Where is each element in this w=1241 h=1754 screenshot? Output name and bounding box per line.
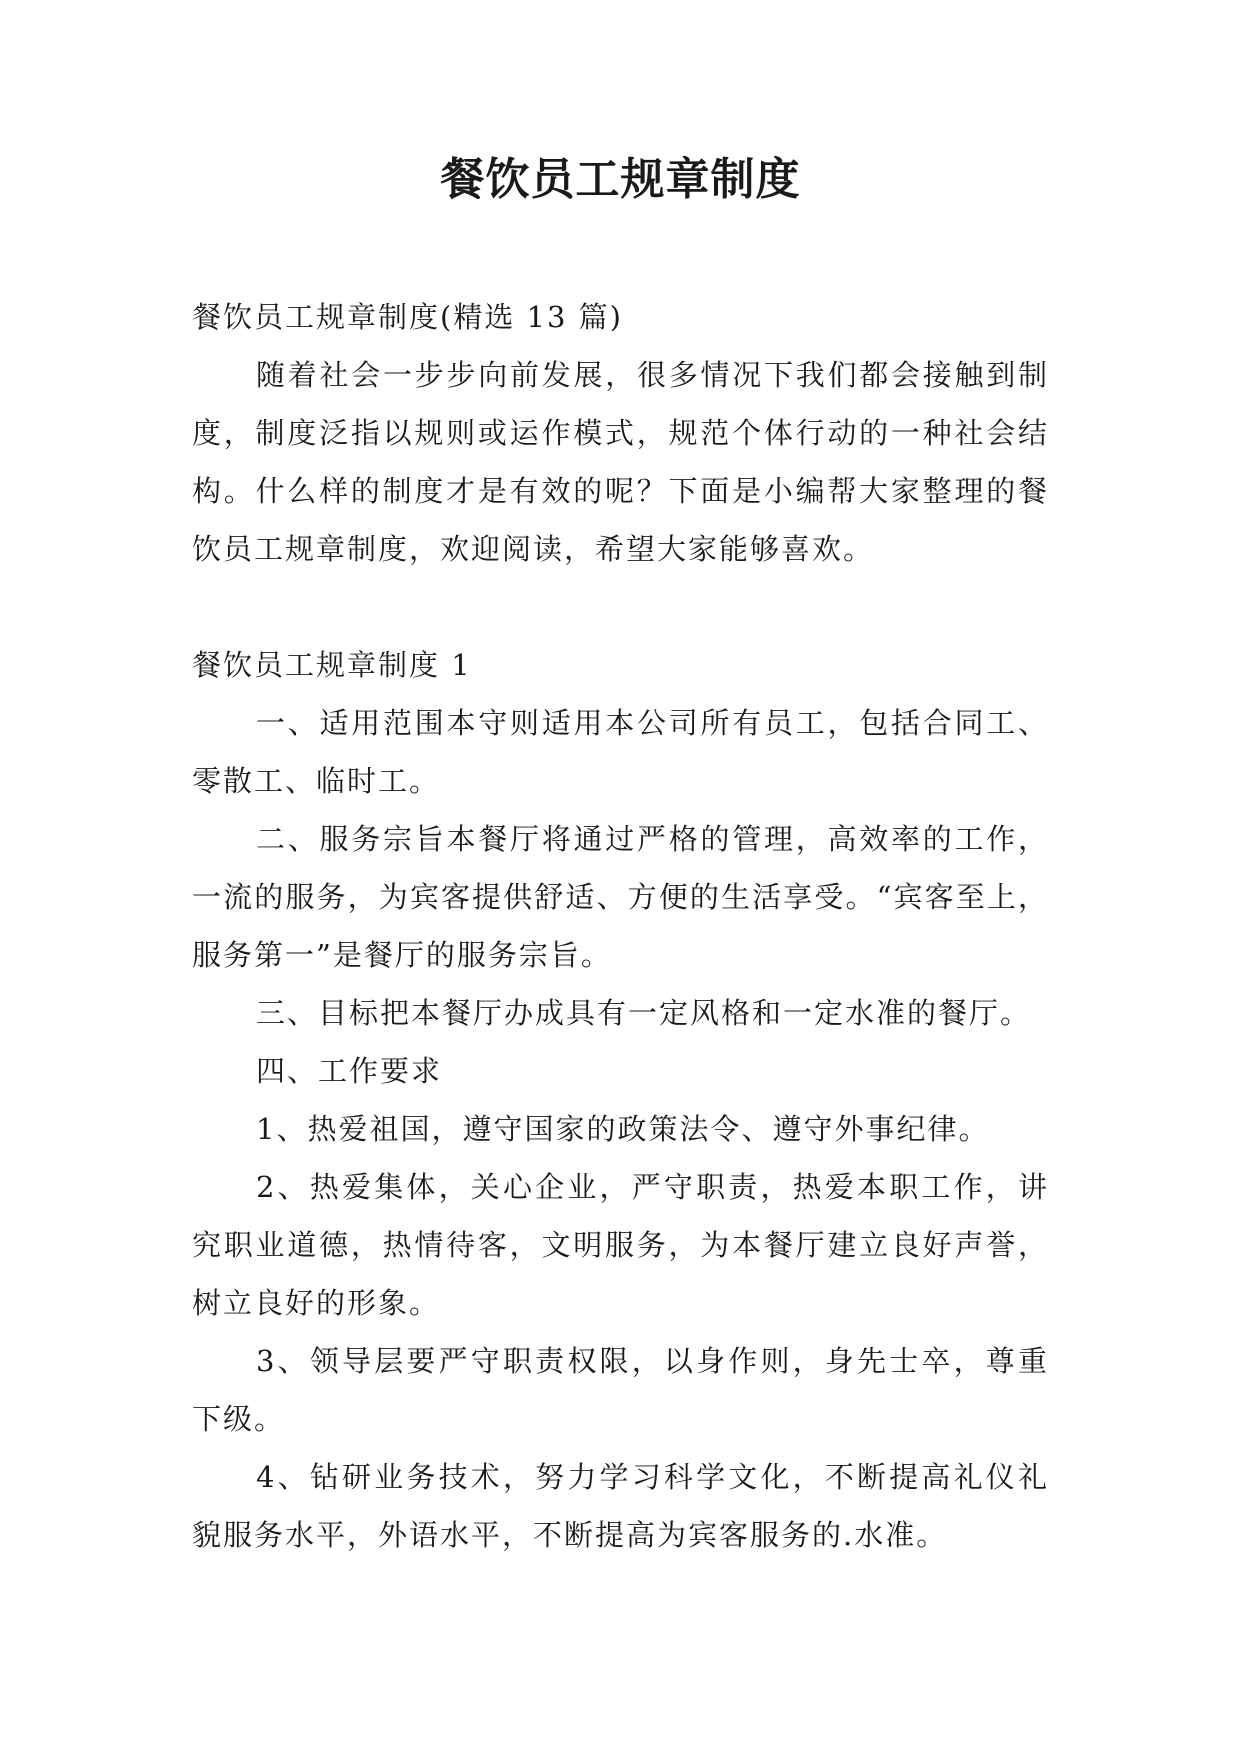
document-body	[192, 288, 1049, 1564]
paragraph-service-purpose: 二、服务宗旨本餐厅将通过严格的管理，高效率的工作，一流的服务，为宾客提供舒适、方便的生活享受。“宾客至上，服务第一”是餐厅的服务宗旨。	[192, 822, 1049, 972]
list-item-3: 3、领导层要严守职责权限，以身作则，身先士卒，尊重下级。	[192, 1344, 1049, 1436]
list-item-2: 2、热爱集体，关心企业，严守职责，热爱本职工作，讲究职业道德，热情待客，文明服务，为本餐厅建立良好声誉，树立良好的形象。	[192, 1170, 1049, 1320]
document-title: 餐饮员工规章制度	[440, 154, 801, 205]
section-heading: 餐饮员工规章制度 1	[192, 648, 472, 682]
document-subtitle: 餐饮员工规章制度(精选 13 篇)	[192, 300, 623, 334]
paragraph-work-requirements: 四、工作要求	[256, 1054, 443, 1088]
paragraph-goal: 三、目标把本餐厅办成具有一定风格和一定水准的餐厅。	[256, 996, 1032, 1030]
intro-paragraph: 随着社会一步步向前发展，很多情况下我们都会接触到制度，制度泛指以规则或运作模式，规范个体行动的一种社会结构。什么样的制度才是有效的呢？下面是小编帮大家整理的餐饮员工规章制度，欢迎阅读，希望大家能够喜欢。	[192, 358, 1049, 566]
paragraph-scope: 一、适用范围本守则适用本公司所有员工，包括合同工、零散工、临时工。	[192, 706, 1049, 798]
list-item-4: 4、钻研业务技术，努力学习科学文化，不断提高礼仪礼貌服务水平，外语水平，不断提高为宾客服务的.水准。	[192, 1460, 1049, 1552]
list-item-1: 1、热爱祖国，遵守国家的政策法令、遵守外事纪律。	[256, 1112, 990, 1146]
